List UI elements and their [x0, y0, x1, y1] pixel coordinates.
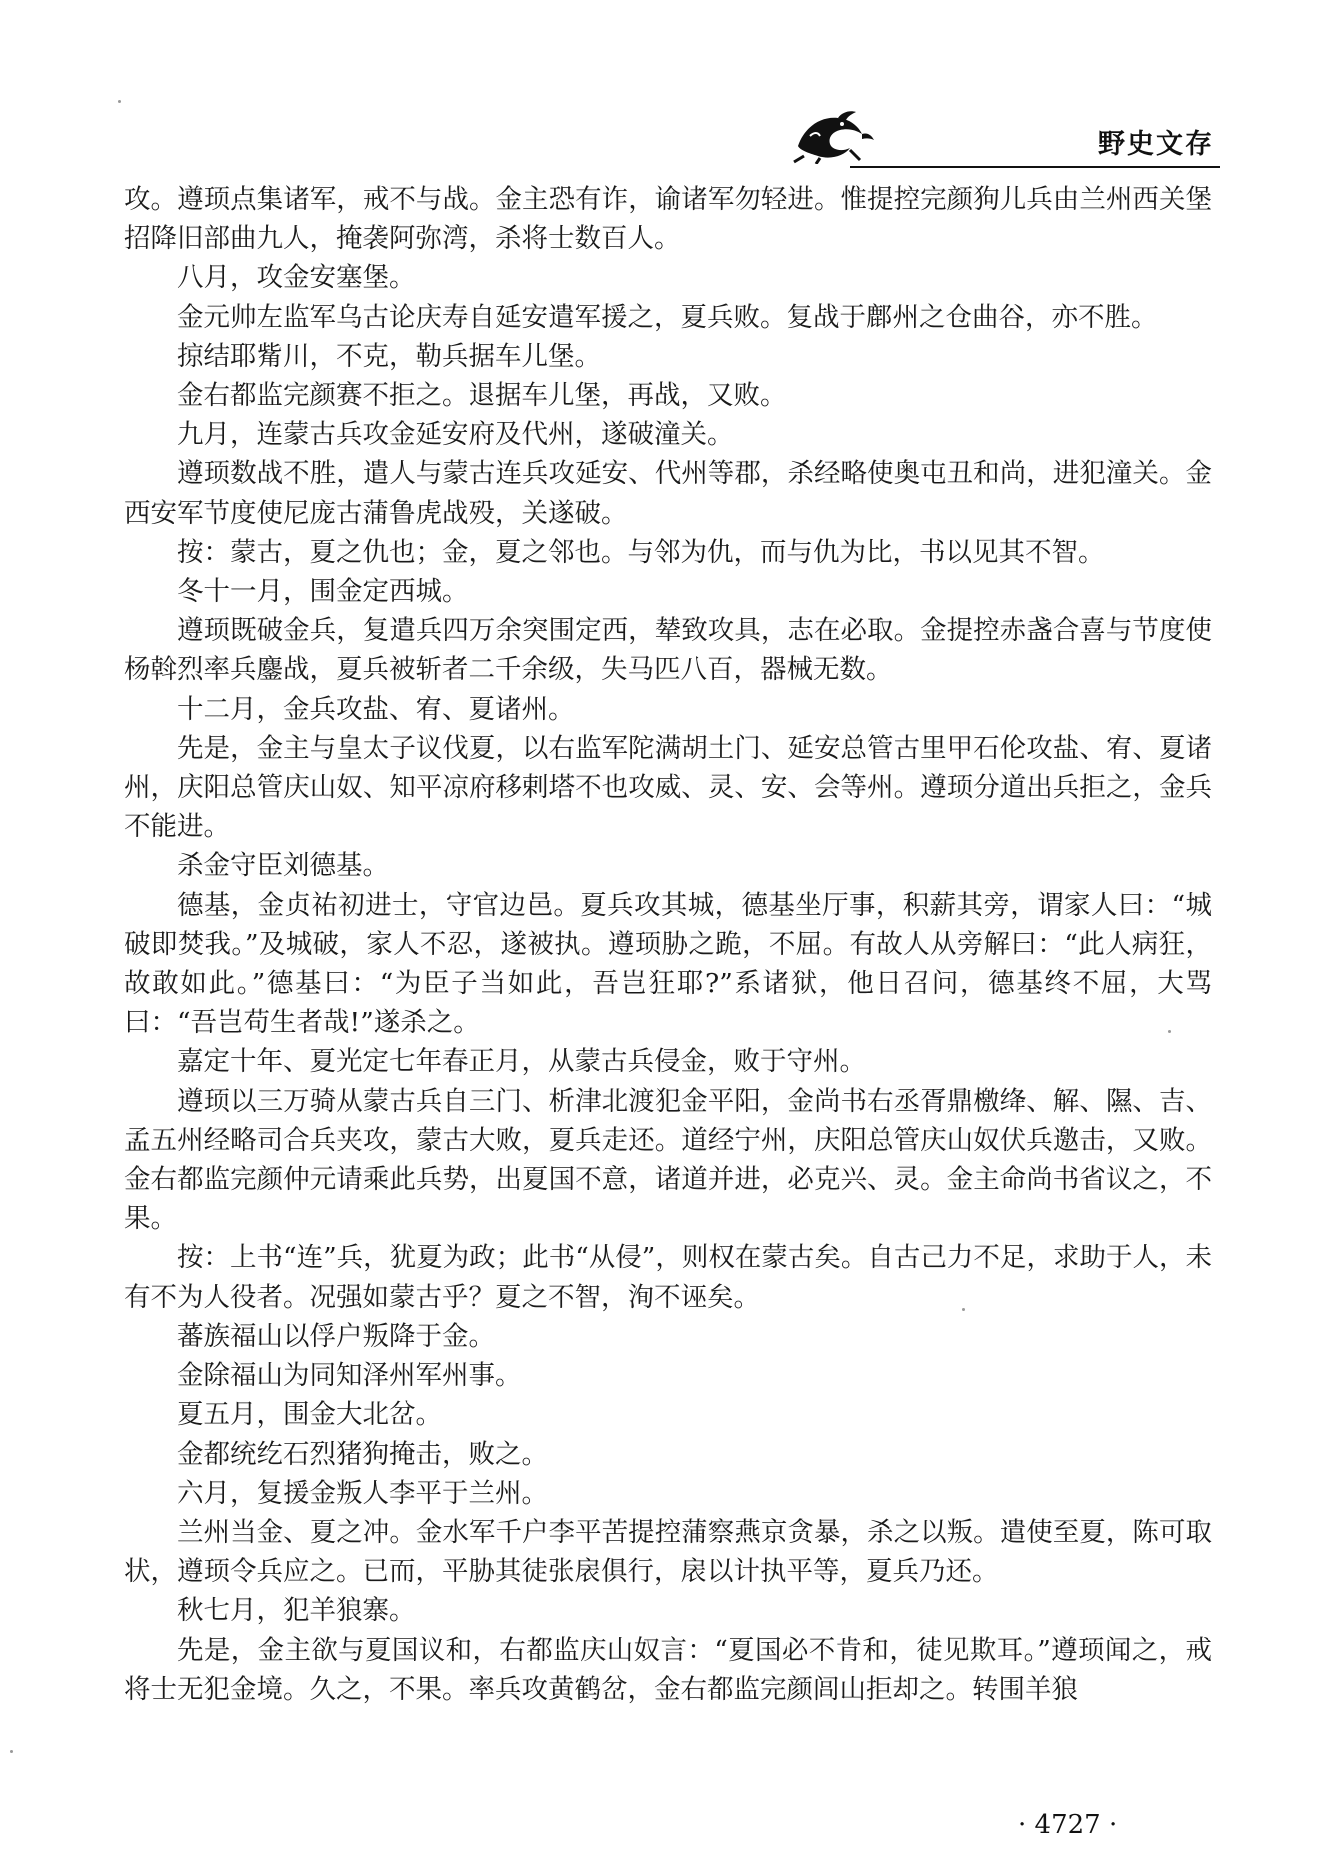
dragon-emblem-icon — [790, 106, 876, 164]
page-number: · 4727 · — [1018, 1810, 1118, 1840]
paragraph: 攻。遵顼点集诸军，戒不与战。金主恐有诈，谕诸军勿轻进。惟提控完颜狗儿兵由兰州西关堡招降旧部曲九人，掩袭阿弥湾，杀将士数百人。 — [124, 184, 1212, 255]
paragraph: 德基，金贞祐初进士，守官边邑。夏兵攻其城，德基坐厅事，积薪其旁，谓家人曰：“城破即焚我。”及城破，家人不忍，遂被执。遵顼胁之跪，不屈。有故人从旁解曰：“此人病狂，故敢如此。”德基曰：“为臣子当如此，吾岂狂耶?”系诸狱，他日召问，德基终不屈，大骂曰：“吾岂苟生者哉!”遂杀之。 — [124, 889, 1212, 1039]
paragraph: 掠结耶觜川，不克，勒兵据车儿堡。 — [177, 340, 601, 372]
paragraph: 八月，攻金安塞堡。 — [177, 262, 416, 294]
paragraph: 金除福山为同知泽州军州事。 — [177, 1360, 522, 1392]
paragraph: 秋七月，犯羊狼寨。 — [177, 1595, 416, 1627]
paragraph: 蕃族福山以俘户叛降于金。 — [177, 1320, 495, 1352]
scan-speck — [962, 1308, 965, 1311]
scan-speck — [10, 1750, 13, 1753]
paragraph: 十二月，金兵攻盐、宥、夏诸州。 — [177, 693, 575, 725]
paragraph: 冬十一月，围金定西城。 — [177, 576, 469, 608]
body-text — [124, 180, 1212, 1709]
paragraph: 先是，金主与皇太子议伐夏，以右监军陀满胡土门、延安总管古里甲石伦攻盐、宥、夏诸州，庆阳总管庆山奴、知平凉府移剌塔不也攻威、灵、安、会等州。遵顼分道出兵拒之，金兵不能进。 — [124, 732, 1212, 843]
paragraph: 兰州当金、夏之冲。金水军千户李平苦提控蒲察燕京贪暴，杀之以叛。遣使至夏，陈可取状，遵顼令兵应之。已而，平胁其徒张扆俱行，扆以计执平等，夏兵乃还。 — [124, 1516, 1212, 1588]
running-header — [790, 100, 1220, 170]
paragraph: 杀金守臣刘德基。 — [177, 850, 389, 882]
scan-speck — [118, 100, 121, 103]
header-title: 野史文存 — [1098, 129, 1214, 160]
paragraph: 金都统纥石烈猪狗掩击，败之。 — [177, 1438, 548, 1470]
paragraph: 夏五月，围金大北岔。 — [177, 1399, 442, 1431]
paragraph: 先是，金主欲与夏国议和，右都监庆山奴言：“夏国必不肯和，徒见欺耳。”遵顼闻之，戒将士无犯金境。久之，不果。率兵攻黄鹤岔，金右都监完颜闾山拒却之。转围羊狼 — [124, 1634, 1212, 1705]
paragraph: 九月，连蒙古兵攻金延安府及代州，遂破潼关。 — [177, 419, 734, 451]
paragraph: 金元帅左监军乌古论庆寿自延安遣军援之，夏兵败。复战于鄜州之仓曲谷，亦不胜。 — [177, 301, 1158, 333]
paragraph: 按：蒙古，夏之仇也；金，夏之邻也。与邻为仇，而与仇为比，书以见其不智。 — [177, 536, 1105, 568]
paragraph: 金右都监完颜赛不拒之。退据车儿堡，再战，又败。 — [177, 380, 787, 412]
header-rule — [850, 166, 1220, 168]
paragraph: 遵顼数战不胜，遣人与蒙古连兵攻延安、代州等郡，杀经略使奥屯丑和尚，进犯潼关。金西安军节度使尼庞古蒲鲁虎战殁，关遂破。 — [124, 458, 1212, 529]
paragraph: 遵顼以三万骑从蒙古兵自三门、析津北渡犯金平阳，金尚书右丞胥鼎檄绛、解、隰、吉、孟五州经略司合兵夹攻，蒙古大败，夏兵走还。道经宁州，庆阳总管庆山奴伏兵邀击，又败。金右都监完颜仲元请乘此兵势，出夏国不意，诸道并进，必克兴、灵。金主命尚书省议之，不果。 — [124, 1085, 1212, 1235]
paragraph: 嘉定十年、夏光定七年春正月，从蒙古兵侵金，败于守州。 — [177, 1046, 866, 1078]
paragraph: 按：上书“连”兵，犹夏为政；此书“从侵”，则权在蒙古矣。自古己力不足，求助于人，未有不为人役者。况强如蒙古乎？夏之不智，洵不诬矣。 — [124, 1242, 1212, 1313]
paragraph: 六月，复援金叛人李平于兰州。 — [177, 1477, 548, 1509]
paragraph: 遵顼既破金兵，复遣兵四万余突围定西，辇致攻具，志在必取。金提控赤盏合喜与节度使杨斡烈率兵鏖战，夏兵被斩者二千余级，失马匹八百，器械无数。 — [124, 615, 1212, 686]
scan-speck — [1168, 1030, 1171, 1033]
